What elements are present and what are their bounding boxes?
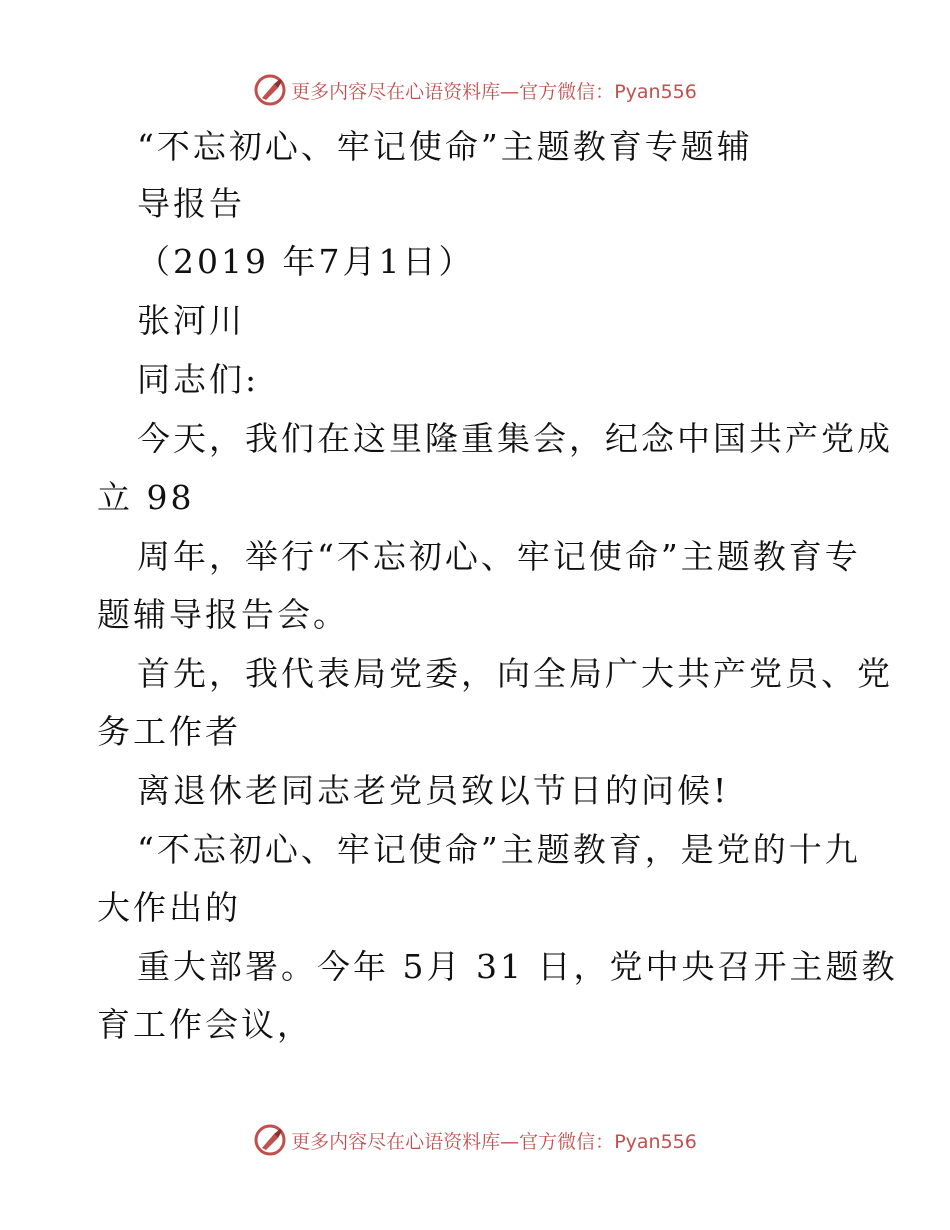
paragraph-line: 今天，我们在这里隆重集会，纪念中国共产党成 <box>137 419 893 458</box>
banner-wechat-label: 官方微信： <box>519 1130 615 1153</box>
date-line: （2019 年7月1日） <box>137 242 475 281</box>
banner-wechat-label: 官方微信： <box>519 80 615 103</box>
paragraph-line: 重大部署。今年 5月 31 日，党中央召开主题教 <box>137 947 898 986</box>
banner-main-text: 更多内容尽在心语资料库 <box>291 1130 501 1153</box>
paragraph-line: 离退休老同志老党员致以节日的问候! <box>137 771 730 810</box>
paragraph-line: 育工作会议， <box>97 1005 313 1044</box>
banner-text <box>291 1127 697 1154</box>
paragraph-line: “不忘初心、牢记使命”主题教育，是党的十九 <box>137 830 861 869</box>
title-line-1: “不忘初心、牢记使命”主题教育专题辅 <box>137 127 753 166</box>
banner-main-text: 更多内容尽在心语资料库 <box>291 80 501 103</box>
banner-dash: — <box>500 1130 520 1153</box>
banner-wechat-id: Pyan556 <box>614 1130 697 1153</box>
salutation-line: 同志们: <box>137 360 260 399</box>
banner-wechat-id: Pyan556 <box>614 80 697 103</box>
author-line: 张河川 <box>137 301 245 340</box>
footer-banner <box>0 1120 950 1160</box>
paragraph-line: 立 98 <box>97 478 195 517</box>
paragraph-line: 周年，举行“不忘初心、牢记使命”主题教育专 <box>137 537 861 576</box>
paragraph-line: 大作出的 <box>97 888 241 927</box>
paragraph-line: 首先，我代表局党委，向全局广大共产党员、党 <box>137 654 893 693</box>
pen-nib-circle-icon <box>253 1123 287 1157</box>
paragraph-line: 务工作者 <box>97 712 241 751</box>
title-line-2: 导报告 <box>137 184 245 223</box>
paragraph-line: 题辅导报告会。 <box>97 595 349 634</box>
banner-dash: — <box>500 80 520 103</box>
